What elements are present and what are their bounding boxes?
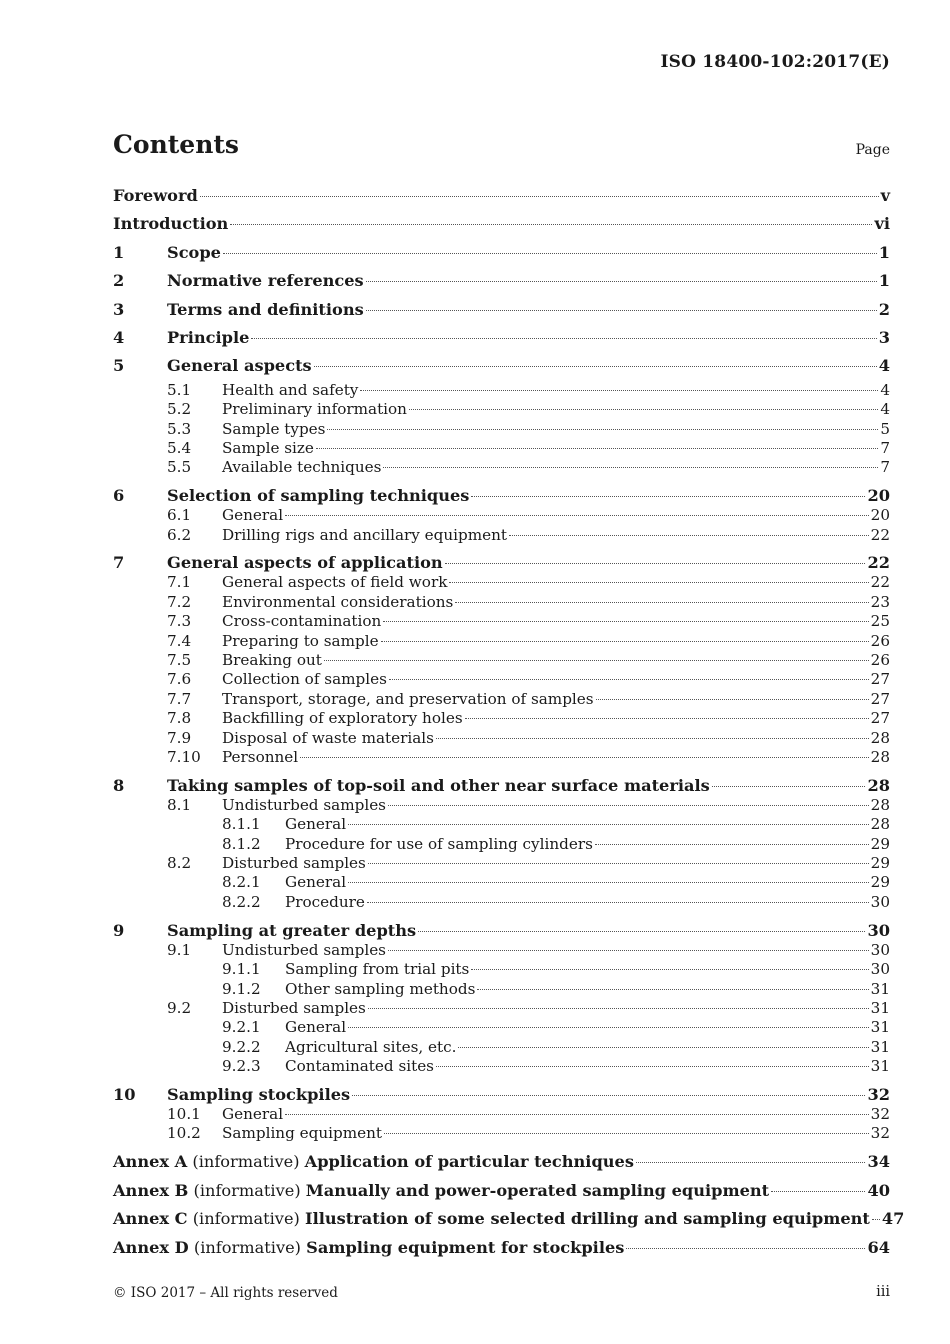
dot-leader — [445, 563, 866, 564]
dot-leader — [465, 718, 869, 719]
toc-entry-title-text: Drilling rigs and ancillary equipment — [222, 525, 508, 544]
toc-entry-title-text: General aspects — [167, 356, 312, 376]
toc-entry-title — [285, 960, 469, 979]
toc-entry-number: 9.2.1 — [222, 1018, 261, 1037]
toc-entry-number: 7.9 — [167, 728, 192, 747]
toc-entry-title-text: Selection of sampling techniques — [167, 486, 470, 506]
toc-entry-number: 7.6 — [167, 670, 192, 689]
toc-entry[interactable] — [113, 748, 890, 767]
toc-entry-title — [222, 670, 387, 689]
toc-entry-page: 20 — [870, 506, 890, 525]
dot-leader — [230, 224, 872, 225]
toc-entry[interactable] — [113, 815, 890, 834]
dot-leader — [477, 989, 868, 990]
toc-entry-title-text: Introduction — [113, 214, 229, 234]
toc-entry[interactable] — [113, 1105, 890, 1124]
toc-entry-page: 23 — [870, 592, 890, 611]
page-title: Contents — [113, 130, 240, 159]
toc-entry-title — [222, 709, 463, 728]
dot-leader — [389, 679, 869, 680]
toc-entry-title — [222, 748, 298, 767]
toc-entry-title-text: Normative references — [167, 271, 364, 291]
dot-leader — [436, 1066, 869, 1067]
toc-entry-page: 25 — [870, 612, 890, 631]
toc-entry-title — [222, 941, 386, 960]
annex-type-note: (informative) — [187, 1209, 305, 1229]
toc-entry-page: 27 — [870, 709, 890, 728]
dot-leader — [360, 390, 878, 391]
toc-entry-page: 4 — [880, 400, 890, 419]
page-number: iii — [876, 1284, 890, 1300]
toc-entry-page: 31 — [870, 1018, 890, 1037]
toc-entry[interactable] — [113, 267, 890, 295]
toc-entry-title-text: Taking samples of top-soil and other near surface materials — [167, 775, 710, 795]
toc-entry-title — [222, 506, 283, 525]
toc-entry-page: 4 — [880, 380, 890, 399]
toc-entry-title-text: Annex B — [113, 1180, 189, 1200]
toc-entry-page: 3 — [878, 327, 890, 347]
toc-entry-title-text: Disposal of waste materials — [222, 728, 434, 747]
toc-entry-title — [222, 593, 453, 612]
toc-entry[interactable] — [113, 1085, 890, 1105]
dot-leader — [771, 1191, 865, 1192]
toc-entry-title — [285, 1057, 434, 1076]
toc-entry[interactable] — [113, 941, 890, 960]
table-of-contents — [113, 182, 905, 1258]
dot-leader — [300, 757, 869, 758]
toc-entry-title — [167, 486, 469, 506]
toc-entry-number: 4 — [113, 327, 125, 347]
toc-entry-title — [222, 400, 407, 419]
dot-leader — [471, 496, 865, 497]
dot-leader — [471, 969, 868, 970]
toc-entry-title-text: Contaminated sites — [285, 1057, 434, 1076]
toc-entry-number: 5.5 — [167, 458, 192, 477]
toc-entry-title — [113, 1152, 634, 1172]
toc-entry[interactable] — [113, 893, 890, 912]
toc-entry[interactable] — [113, 239, 890, 267]
dot-leader — [388, 950, 869, 951]
toc-entry-title-text: Sampling equipment — [222, 1124, 382, 1143]
toc-entry[interactable] — [113, 182, 890, 210]
toc-entry-page: 30 — [870, 892, 890, 911]
toc-entry-title — [113, 1209, 870, 1229]
toc-entry-number: 7.7 — [167, 689, 192, 708]
toc-entry-title — [167, 1085, 350, 1105]
toc-entry-title — [113, 210, 228, 238]
toc-entry-title-text: Procedure — [285, 892, 365, 911]
toc-entry-number: 2 — [113, 271, 125, 291]
toc-entry-page: 22 — [870, 525, 890, 544]
dot-leader — [316, 448, 878, 449]
toc-entry[interactable] — [113, 873, 890, 892]
toc-entry-number: 7.1 — [167, 573, 192, 592]
page-column-label: Page — [855, 142, 890, 158]
toc-entry-page: 1 — [878, 271, 890, 291]
dot-leader — [366, 281, 877, 282]
toc-entry-title — [222, 1105, 283, 1124]
toc-entry[interactable] — [113, 486, 890, 506]
toc-entry-page: 26 — [870, 651, 890, 670]
toc-entry-number: 6 — [113, 486, 125, 506]
toc-entry-title — [285, 873, 346, 892]
toc-entry[interactable] — [113, 439, 890, 458]
toc-entry-title-text: Disturbed samples — [222, 998, 366, 1017]
toc-entry[interactable] — [113, 400, 890, 419]
toc-entry[interactable] — [113, 573, 890, 592]
toc-entry-number: 5.4 — [167, 438, 192, 457]
toc-entry-page: 32 — [870, 1124, 890, 1143]
toc-entry-title — [222, 439, 314, 458]
toc-entry-title-text: Environmental considerations — [222, 592, 454, 611]
toc-entry-title-text: Preliminary information — [222, 400, 407, 419]
toc-entry-title-text: Breaking out — [222, 651, 322, 670]
toc-entry[interactable] — [113, 1124, 890, 1143]
toc-entry-title — [222, 632, 379, 651]
annex-type-note: (informative) — [187, 1152, 305, 1172]
toc-entry-page: 27 — [870, 689, 890, 708]
toc-entry-number: 7 — [113, 553, 125, 573]
toc-entry[interactable] — [113, 796, 890, 815]
toc-entry-title-text: Agricultural sites, etc. — [285, 1037, 457, 1056]
toc-entry-number: 10.2 — [167, 1124, 201, 1143]
toc-entry-page: 28 — [867, 775, 890, 795]
toc-entry-title-text: Sample size — [222, 438, 314, 457]
toc-entry-number: 8.2 — [167, 854, 192, 873]
annex-title: Sampling equipment for stockpiles — [306, 1237, 625, 1257]
toc-entry-title-text: Sampling from trial pits — [285, 960, 470, 979]
annex-title: Manually and power-operated sampling equipment — [305, 1180, 770, 1200]
toc-entry-page: 20 — [867, 486, 890, 506]
dot-leader — [626, 1248, 865, 1249]
toc-entry-title-text: General aspects of field work — [222, 573, 448, 592]
dot-leader — [455, 602, 868, 603]
toc-entry[interactable] — [113, 835, 890, 854]
toc-entry-page: 26 — [870, 631, 890, 650]
dot-leader — [348, 824, 869, 825]
toc-entry[interactable] — [113, 324, 890, 352]
toc-entry-page: 30 — [870, 960, 890, 979]
toc-entry-title-text: Principle — [167, 327, 250, 347]
toc-entry-title-text: General — [285, 1018, 347, 1037]
toc-entry-number: 9.1.2 — [222, 979, 261, 998]
toc-entry-number: 9.1.1 — [222, 960, 261, 979]
toc-entry[interactable] — [113, 352, 890, 380]
toc-entry-page: 40 — [867, 1180, 890, 1200]
dot-leader — [366, 310, 877, 311]
dot-leader — [596, 699, 869, 700]
toc-entry[interactable] — [113, 980, 890, 999]
dot-leader — [436, 738, 869, 739]
toc-entry[interactable] — [113, 553, 890, 573]
toc-entry[interactable] — [113, 612, 890, 631]
toc-entry-title — [222, 420, 325, 439]
dot-leader — [324, 660, 869, 661]
toc-entry-number: 9 — [113, 920, 125, 940]
toc-entry[interactable] — [113, 776, 890, 796]
toc-entry-title-text: Available techniques — [222, 458, 382, 477]
toc-entry-number: 8.1.1 — [222, 815, 261, 834]
toc-entry-page: 5 — [880, 419, 890, 438]
toc-entry-page: 28 — [870, 795, 890, 814]
toc-entry[interactable] — [113, 210, 890, 238]
toc-entry-title — [222, 690, 594, 709]
toc-entry-title-text: Annex D — [113, 1237, 189, 1257]
toc-entry-title — [222, 458, 381, 477]
toc-entry-page: 32 — [867, 1084, 890, 1104]
toc-entry-title — [167, 239, 221, 267]
toc-entry-page: 64 — [867, 1237, 890, 1257]
toc-entry-number: 5 — [113, 356, 125, 376]
toc-entry-number: 10.1 — [167, 1104, 201, 1123]
toc-entry-page: 47 — [881, 1209, 905, 1229]
toc-entry-title — [285, 835, 593, 854]
toc-entry[interactable] — [113, 593, 890, 612]
toc-entry-number: 7.2 — [167, 592, 192, 611]
dot-leader — [388, 805, 869, 806]
toc-entry-number: 7.3 — [167, 612, 192, 631]
copyright-notice: © ISO 2017 – All rights reserved — [113, 1285, 338, 1301]
toc-entry-title — [222, 999, 366, 1018]
toc-entry-page: 2 — [878, 299, 890, 319]
document-id: ISO 18400-102:2017(E) — [660, 52, 890, 72]
dot-leader — [595, 844, 869, 845]
toc-entry-title — [222, 854, 366, 873]
toc-entry-page: 30 — [870, 940, 890, 959]
toc-entry-page: 31 — [870, 1037, 890, 1056]
toc-entry[interactable] — [113, 960, 890, 979]
dot-leader — [509, 535, 869, 536]
toc-entry-title — [222, 612, 381, 631]
toc-entry-page: 30 — [867, 920, 890, 940]
toc-entry-title — [285, 893, 365, 912]
dot-leader — [368, 1008, 869, 1009]
toc-entry-page: 29 — [870, 873, 890, 892]
toc-entry-number: 8.1.2 — [222, 834, 261, 853]
dot-leader — [348, 882, 869, 883]
toc-entry[interactable] — [113, 921, 890, 941]
dot-leader — [449, 582, 868, 583]
dot-leader — [383, 467, 878, 468]
toc-entry-title-text: Undisturbed samples — [222, 940, 386, 959]
toc-entry-title — [285, 1038, 456, 1057]
toc-entry-page: 29 — [870, 834, 890, 853]
toc-entry-page: 22 — [870, 573, 890, 592]
toc-entry-page: 29 — [870, 854, 890, 873]
dot-leader — [381, 641, 869, 642]
toc-entry-title — [222, 573, 447, 592]
toc-entry-title — [222, 651, 322, 670]
toc-entry-title-text: Sampling at greater depths — [167, 920, 417, 940]
toc-entry-title-text: Health and safety — [222, 380, 359, 399]
dot-leader — [458, 1047, 868, 1048]
toc-entry[interactable] — [113, 1038, 890, 1057]
toc-entry-title — [285, 980, 475, 999]
toc-entry-number: 7.8 — [167, 709, 192, 728]
toc-entry-page: 28 — [870, 728, 890, 747]
toc-entry-page: 34 — [867, 1152, 890, 1172]
dot-leader — [348, 1027, 869, 1028]
toc-entry[interactable] — [113, 296, 890, 324]
toc-entry[interactable] — [113, 1152, 890, 1172]
toc-entry-title-text: Annex C — [113, 1209, 188, 1229]
toc-entry-number: 3 — [113, 299, 125, 319]
dot-leader — [368, 863, 869, 864]
toc-entry-title-text: General — [285, 815, 347, 834]
toc-entry-title-text: Preparing to sample — [222, 631, 379, 650]
toc-entry[interactable] — [113, 690, 890, 709]
toc-entry-page: 4 — [878, 356, 890, 376]
toc-entry[interactable] — [113, 632, 890, 651]
dot-leader — [872, 1219, 880, 1220]
dot-leader — [285, 1114, 869, 1115]
toc-entry[interactable] — [113, 1057, 890, 1076]
dot-leader — [636, 1162, 866, 1163]
toc-entry-page: 32 — [870, 1104, 890, 1123]
dot-leader — [384, 1133, 869, 1134]
toc-entry-title-text: Terms and definitions — [167, 299, 364, 319]
toc-entry-title — [167, 776, 710, 796]
toc-entry-page: 28 — [870, 747, 890, 766]
toc-entry-number: 10 — [113, 1084, 136, 1104]
toc-entry-title — [222, 1124, 382, 1143]
toc-entry-title — [113, 182, 198, 210]
toc-entry-number: 9.2 — [167, 998, 192, 1017]
annex-type-note: (informative) — [188, 1237, 307, 1257]
toc-entry-page: vi — [874, 214, 890, 234]
toc-entry[interactable] — [113, 506, 890, 525]
toc-entry-title — [285, 1018, 346, 1037]
toc-entry-page: 7 — [880, 438, 890, 457]
toc-entry-number: 7.10 — [167, 747, 201, 766]
toc-entry-title-text: General — [285, 873, 347, 892]
toc-entry-title-text: Transport, storage, and preservation of samples — [222, 689, 594, 708]
toc-entry[interactable] — [113, 458, 890, 477]
toc-entry-number: 1 — [113, 242, 125, 262]
toc-entry-title-text: Undisturbed samples — [222, 795, 386, 814]
toc-entry[interactable] — [113, 999, 890, 1018]
annex-title: Illustration of some selected drilling and sampling equipment — [305, 1209, 870, 1229]
toc-entry-title — [222, 796, 386, 815]
annex-title: Application of particular techniques — [304, 1152, 634, 1172]
toc-entry-page: 22 — [867, 553, 890, 573]
toc-entry-page: 1 — [878, 242, 890, 262]
toc-entry-title-text: Personnel — [222, 747, 299, 766]
toc-entry[interactable] — [113, 381, 890, 400]
toc-entry[interactable] — [113, 709, 890, 728]
toc-entry-title — [167, 921, 416, 941]
toc-entry-title-text: Cross-contamination — [222, 612, 382, 631]
toc-entry-title — [167, 324, 249, 352]
toc-entry[interactable] — [113, 420, 890, 439]
dot-leader — [200, 196, 879, 197]
toc-entry[interactable] — [113, 729, 890, 748]
toc-entry-title-text: Other sampling methods — [285, 979, 476, 998]
toc-entry-number: 6.1 — [167, 506, 192, 525]
dot-leader — [352, 1095, 865, 1096]
dot-leader — [223, 253, 877, 254]
toc-entry[interactable] — [113, 526, 890, 545]
toc-entry-title-text: Foreword — [113, 186, 198, 205]
dot-leader — [383, 621, 868, 622]
toc-entry-title — [113, 1238, 624, 1258]
toc-entry-title — [113, 1181, 769, 1201]
toc-entry[interactable] — [113, 1209, 905, 1229]
toc-entry-page: 31 — [870, 1057, 890, 1076]
toc-entry-title — [222, 526, 507, 545]
toc-entry-number: 9.2.3 — [222, 1057, 261, 1076]
toc-entry-title-text: General — [222, 506, 284, 525]
toc-entry-title — [167, 267, 364, 295]
toc-entry-number: 5.2 — [167, 400, 192, 419]
dot-leader — [314, 366, 877, 367]
toc-entry-page: 7 — [880, 458, 890, 477]
toc-entry-number: 8.1 — [167, 795, 192, 814]
dot-leader — [285, 515, 869, 516]
toc-entry-title — [167, 352, 312, 380]
toc-entry-title-text: Scope — [167, 242, 221, 262]
toc-entry-number: 8.2.1 — [222, 873, 261, 892]
dot-leader — [712, 786, 866, 787]
toc-entry-page: 31 — [870, 979, 890, 998]
toc-entry[interactable] — [113, 1018, 890, 1037]
dot-leader — [251, 338, 876, 339]
dot-leader — [327, 429, 878, 430]
dot-leader — [409, 409, 878, 410]
toc-entry-title-text: Procedure for use of sampling cylinders — [285, 834, 593, 853]
toc-entry[interactable] — [113, 651, 890, 670]
dot-leader — [367, 902, 869, 903]
toc-entry-title-text: Annex A — [113, 1152, 188, 1172]
toc-entry-title — [167, 296, 364, 324]
dot-leader — [418, 931, 865, 932]
toc-entry-title — [222, 381, 358, 400]
annex-type-note: (informative) — [188, 1180, 306, 1200]
toc-entry-title-text: Sampling stockpiles — [167, 1084, 351, 1104]
toc-entry-page: v — [880, 186, 890, 205]
toc-entry-title — [167, 553, 443, 573]
toc-entry-title-text: Disturbed samples — [222, 854, 366, 873]
toc-entry-number: 9.1 — [167, 940, 192, 959]
toc-entry-number: 6.2 — [167, 525, 192, 544]
toc-entry-number: 5.3 — [167, 419, 192, 438]
toc-entry-number: 7.5 — [167, 651, 192, 670]
toc-entry-number: 9.2.2 — [222, 1037, 261, 1056]
toc-entry-title — [285, 815, 346, 834]
toc-entry-number: 7.4 — [167, 631, 192, 650]
toc-entry-number: 8.2.2 — [222, 892, 261, 911]
toc-entry[interactable] — [113, 670, 890, 689]
toc-entry-title-text: General — [222, 1104, 284, 1123]
toc-entry[interactable] — [113, 854, 890, 873]
toc-entry-number: 5.1 — [167, 380, 192, 399]
toc-entry-title-text: Sample types — [222, 419, 326, 438]
toc-entry-title-text: General aspects of application — [167, 553, 443, 573]
toc-entry-page: 28 — [870, 815, 890, 834]
toc-entry-page: 27 — [870, 670, 890, 689]
toc-entry-page: 31 — [870, 998, 890, 1017]
toc-entry[interactable] — [113, 1238, 890, 1258]
toc-entry-title — [222, 729, 434, 748]
toc-entry-title-text: Backfilling of exploratory holes — [222, 709, 463, 728]
toc-entry-number: 8 — [113, 775, 125, 795]
toc-entry[interactable] — [113, 1181, 890, 1201]
toc-entry-title-text: Collection of samples — [222, 670, 387, 689]
